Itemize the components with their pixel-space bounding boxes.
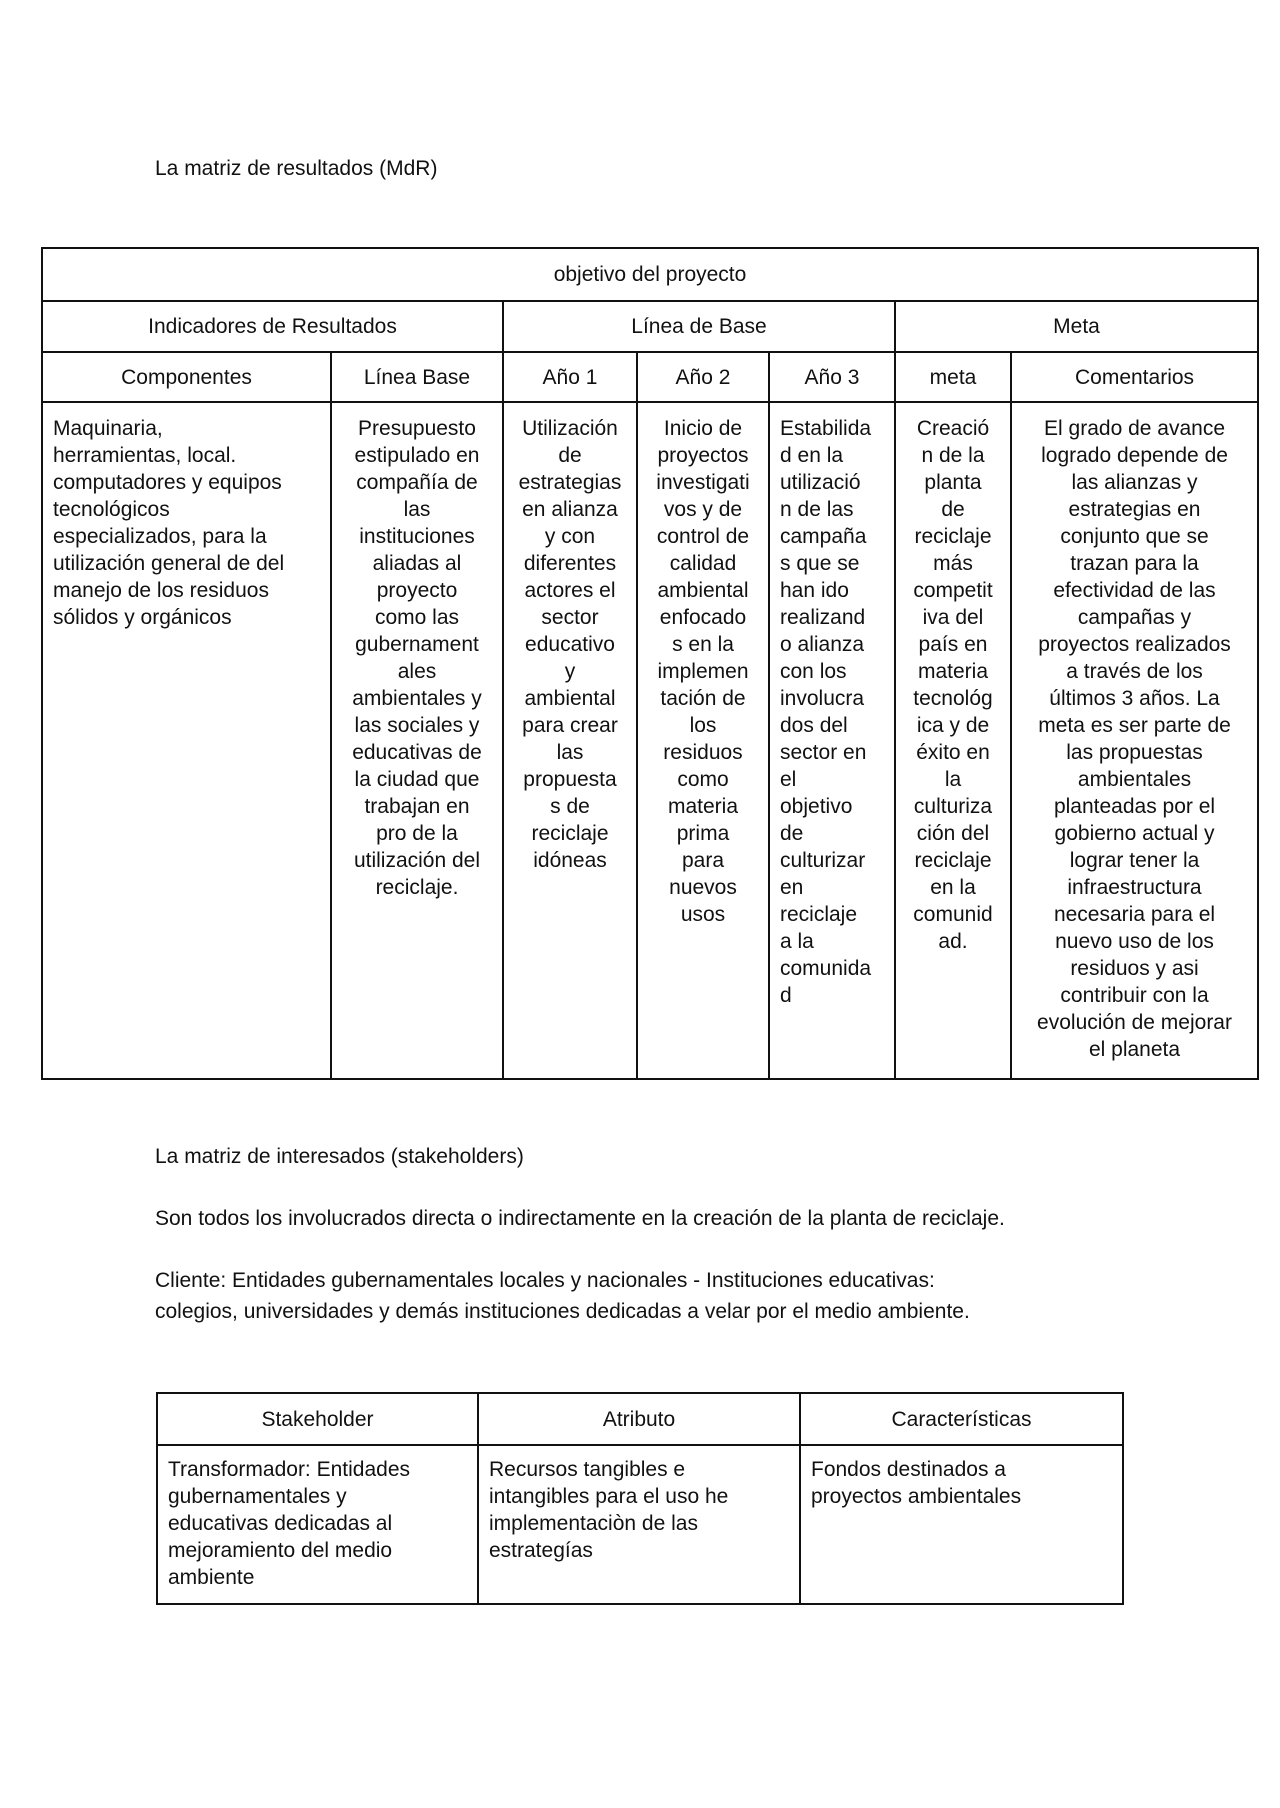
table-cell: El grado de avance logrado depende de las alianzas y estrategias en conjunto que se trazan para la efectividad de las campañas y proyectos realizados a través de los últimos 3 años. La meta es ser parte de las propuestas ambientales planteadas por el gobierno actual y lograr tener la infraestructura necesaria para el nuevo uso de los residuos y asi contribuir con la evolución de mejorar el planeta — [1011, 402, 1258, 1079]
table-cell: Inicio de proyectos investigati vos y de control de calidad ambiental enfocado s en la implemen tación de los residuos como materia prima para nuevos usos — [637, 402, 769, 1079]
table-cell: Estabilida d en la utilizació n de las campaña s que se han ido realizand o alianza con los involucra dos del sector en el objetivo de culturizar en reciclaje a la comunida d — [769, 402, 895, 1079]
stakeholders-intro: Son todos los involucrados directa o indirectamente en la creación de la planta de reciclaje. — [155, 1207, 1005, 1230]
table-cell: Utilización de estrategias en alianza y con diferentes actores el sector educativo y ambiental para crear las propuesta s de reciclaje idóneas — [503, 402, 637, 1079]
column-header: Stakeholder — [157, 1393, 478, 1445]
group-header-indicators: Indicadores de Resultados — [42, 301, 503, 352]
column-header: Año 1 — [503, 352, 637, 402]
table-cell: Maquinaria, herramientas, local. computadores y equipos tecnológicos especializados, para la utilización general de del manejo de los residuos sólidos y orgánicos — [42, 402, 331, 1079]
column-header: Año 3 — [769, 352, 895, 402]
results-matrix-title: La matriz de resultados (MdR) — [155, 157, 438, 180]
table-row — [157, 1445, 1123, 1604]
group-header-baseline: Línea de Base — [503, 301, 895, 352]
table-cell: Transformador: Entidades gubernamentales y educativas dedicadas al mejoramiento del medio ambiente — [157, 1445, 478, 1604]
column-header: Componentes — [42, 352, 331, 402]
client-line-1: Cliente: Entidades gubernamentales locales y nacionales - Instituciones educativas: — [155, 1269, 935, 1292]
table-cell: Fondos destinados a proyectos ambientales — [800, 1445, 1123, 1604]
results-matrix-table — [41, 247, 1259, 1080]
column-header: Comentarios — [1011, 352, 1258, 402]
table-row — [42, 402, 1258, 1079]
client-line-2: colegios, universidades y demás instituciones dedicadas a velar por el medio ambiente. — [155, 1300, 970, 1323]
column-header: Atributo — [478, 1393, 800, 1445]
group-header-goal: Meta — [895, 301, 1258, 352]
stakeholders-title: La matriz de interesados (stakeholders) — [155, 1145, 524, 1168]
column-header: meta — [895, 352, 1011, 402]
table-cell: Recursos tangibles e intangibles para el uso he implementaciòn de las estrategías — [478, 1445, 800, 1604]
objective-header: objetivo del proyecto — [42, 248, 1258, 301]
column-header: Línea Base — [331, 352, 503, 402]
table-cell: Creació n de la planta de reciclaje más competit iva del país en materia tecnológ ica y de éxito en la culturiza ción del reciclaje en la comunid ad. — [895, 402, 1011, 1079]
column-header: Características — [800, 1393, 1123, 1445]
stakeholders-table — [156, 1392, 1124, 1605]
table-cell: Presupuesto estipulado en compañía de las instituciones aliadas al proyecto como las gubernament ales ambientales y las sociales y educativas de la ciudad que trabajan en pro de la utilización del reciclaje. — [331, 402, 503, 1079]
column-header: Año 2 — [637, 352, 769, 402]
